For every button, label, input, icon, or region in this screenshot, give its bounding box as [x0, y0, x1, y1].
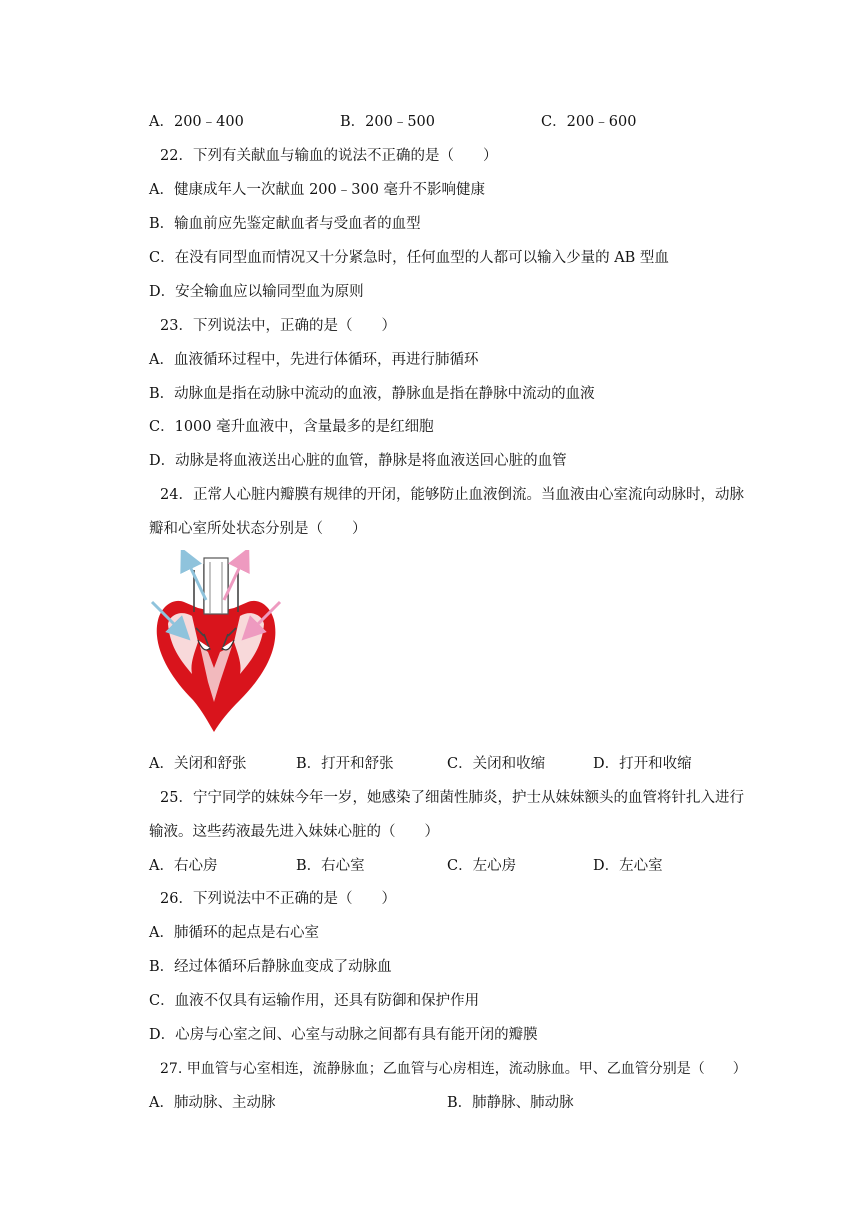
q25-option-d: D．左心室 — [593, 858, 663, 874]
q25-stem-line2: 输液。这些药液最先进入妹妹心脏的（ ） — [149, 824, 439, 840]
q24-option-b: B．打开和舒张 — [296, 756, 394, 772]
q25-stem-line1: 25．宁宁同学的妹妹今年一岁，她感染了细菌性肺炎，护士从妹妹额头的血管将针扎入进行 — [160, 790, 744, 806]
q27-option-a: A．肺动脉、主动脉 — [149, 1095, 276, 1111]
q24-stem-line2: 瓣和心室所处状态分别是（ ） — [149, 521, 367, 537]
q21-option-b: B．200﹣500 — [340, 114, 436, 130]
q24-stem-line1: 24．正常人心脏内瓣膜有规律的开闭，能够防止血液倒流。当血液由心室流向动脉时，动脉 — [160, 487, 744, 503]
q26-option-c: C．血液不仅具有运输作用，还具有防御和保护作用 — [149, 993, 480, 1009]
q23-option-a: A．血液循环过程中，先进行体循环，再进行肺循环 — [149, 352, 479, 368]
q23-option-c: C．1000 毫升血液中，含量最多的是红细胞 — [149, 419, 434, 435]
q25-option-b: B．右心室 — [296, 858, 365, 874]
q22-option-d: D．安全输血应以输同型血为原则 — [149, 284, 364, 300]
q23-stem: 23．下列说法中，正确的是（ ） — [160, 318, 396, 334]
q24-option-d: D．打开和收缩 — [593, 756, 692, 772]
q24-option-a: A．关闭和舒张 — [149, 756, 247, 772]
q22-option-b: B．输血前应先鉴定献血者与受血者的血型 — [149, 216, 421, 232]
q26-stem: 26．下列说法中不正确的是（ ） — [160, 891, 396, 907]
q21-option-c: C．200﹣600 — [541, 114, 637, 130]
q26-option-a: A．肺循环的起点是右心室 — [149, 925, 319, 941]
q23-option-d: D．动脉是将血液送出心脏的血管，静脉是将血液送回心脏的血管 — [149, 453, 567, 469]
q22-option-c: C．在没有同型血而情况又十分紧急时，任何血型的人都可以输入少量的 AB 型血 — [149, 250, 669, 266]
q23-option-b: B．动脉血是指在动脉中流动的血液，静脉血是指在静脉中流动的血液 — [149, 386, 595, 402]
q21-option-a: A．200﹣400 — [149, 114, 244, 130]
q27-option-b: B．肺静脉、肺动脉 — [447, 1095, 574, 1111]
q27-stem: 27. 甲血管与心室相连，流静脉血；乙血管与心房相连，流动脉血。甲、乙血管分别是（ ） — [160, 1061, 747, 1077]
q26-option-d: D．心房与心室之间、心室与动脉之间都有具有能开闭的瓣膜 — [149, 1027, 538, 1043]
q26-option-b: B．经过体循环后静脉血变成了动脉血 — [149, 959, 392, 975]
q25-option-a: A．右心房 — [149, 858, 218, 874]
q24-option-c: C．关闭和收缩 — [447, 756, 546, 772]
q22-stem: 22．下列有关献血与输血的说法不正确的是（ ） — [160, 148, 498, 164]
heart-valve-diagram — [148, 550, 284, 735]
q25-option-c: C．左心房 — [447, 858, 517, 874]
q22-option-a: A．健康成年人一次献血 200﹣300 毫升不影响健康 — [149, 182, 486, 198]
